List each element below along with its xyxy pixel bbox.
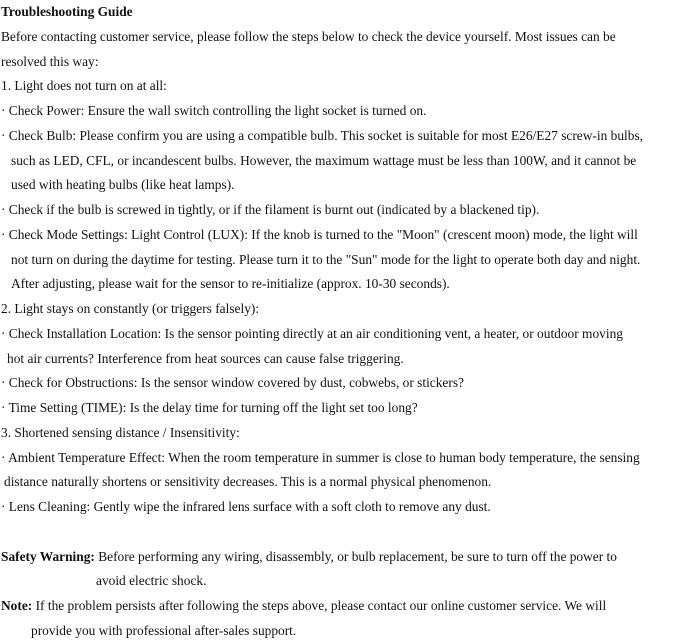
check-mode-item-line-3: After adjusting, please wait for the sensor to re-initialize (approx. 10-30 seconds).	[11, 276, 450, 292]
note-line-1	[0, 594, 679, 619]
page-title: Troubleshooting Guide	[1, 4, 133, 19]
safety-warning-text-1: Before performing any wiring, disassembly, or bulb replacement, be sure to turn off the power to	[94, 548, 617, 564]
check-mode-item-line-2: not turn on during the daytime for testing. Please turn it to the "Sun" mode for the light to operate both day and night.	[11, 251, 641, 267]
note-label: Note:	[1, 598, 33, 613]
check-location-item-line-1: · Check Installation Location: Is the sensor pointing directly at an air conditioning vent, a heater, or outdoor moving	[1, 325, 623, 341]
intro-line-1: Before contacting customer service, please follow the steps below to check the device yourself. Most issues can be	[1, 28, 616, 44]
section-1-heading: 1. Light does not turn on at all:	[1, 78, 167, 94]
check-power-item: · Check Power: Ensure the wall switch controlling the light socket is turned on.	[1, 103, 427, 118]
check-obstructions-item: · Check for Obstructions: Is the sensor window covered by dust, cobwebs, or stickers?	[1, 375, 464, 391]
check-mode-item-line-1: · Check Mode Settings: Light Control (LUX): If the knob is turned to the "Moon" (crescent moon) mode, the light will	[1, 226, 638, 242]
check-location-item-line-2: hot air currents? Interference from heat sources can cause false triggering.	[7, 350, 404, 366]
note-text-1: If the problem persists after following the steps above, please contact our online customer service. We will	[32, 598, 607, 613]
ambient-temperature-item-line-1: · Ambient Temperature Effect: When the room temperature in summer is close to human body temperature, the sensing	[1, 449, 640, 465]
check-bulb-item-line-3: used with heating bulbs (like heat lamps).	[11, 177, 235, 193]
time-setting-item: · Time Setting (TIME): Is the delay time for turning off the light set too long?	[1, 400, 418, 415]
intro-line-2: resolved this way:	[1, 53, 99, 69]
note-line-2: provide you with professional after-sales support.	[31, 622, 297, 638]
lens-cleaning-item: · Lens Cleaning: Gently wipe the infrared lens surface with a soft cloth to remove any dust.	[1, 499, 491, 514]
check-bulb-item-line-2: such as LED, CFL, or incandescent bulbs. However, the maximum wattage must be less than 100W, and it cannot be	[11, 152, 637, 168]
spacer	[0, 520, 679, 545]
safety-warning-line-1	[0, 545, 679, 570]
check-screwed-item: · Check if the bulb is screwed in tightly, or if the filament is burnt out (indicated by a blackened tip).	[1, 202, 540, 217]
section-2-heading: 2. Light stays on constantly (or triggers falsely):	[1, 301, 260, 316]
safety-warning-line-2: avoid electric shock.	[96, 573, 207, 589]
ambient-temperature-item-line-2: distance naturally shortens or sensitivity decreases. This is a normal physical phenomenon.	[4, 474, 492, 490]
check-bulb-item-line-1: · Check Bulb: Please confirm you are using a compatible bulb. This socket is suitable for most E26/E27 screw-in bulbs,	[1, 127, 644, 143]
safety-warning-label: Safety Warning:	[1, 548, 95, 564]
section-3-heading: 3. Shortened sensing distance / Insensitivity:	[1, 424, 240, 440]
